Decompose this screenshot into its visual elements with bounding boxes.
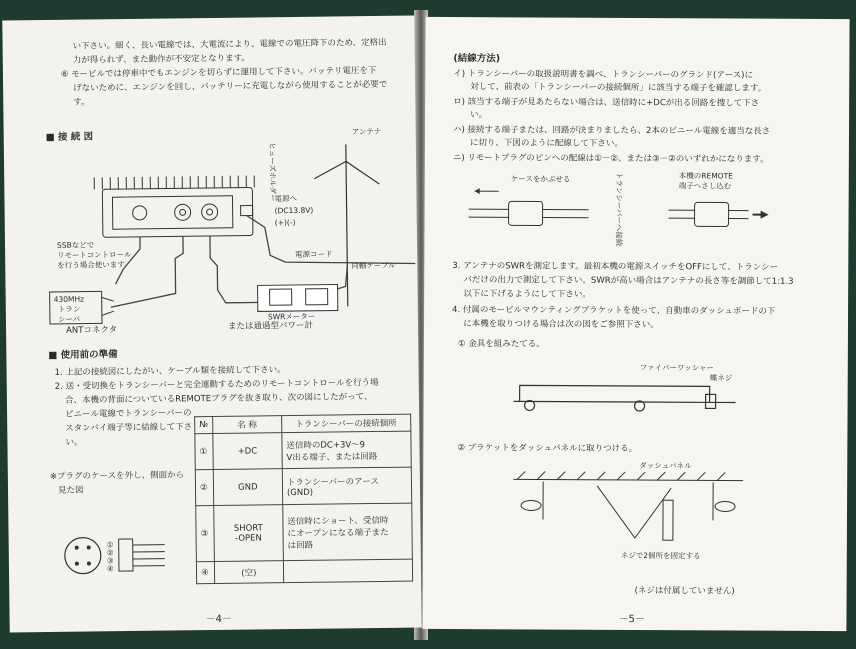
table-header: 名 称 <box>212 416 281 434</box>
wing-screw-label: 蝶ネジ <box>709 373 733 383</box>
antenna-icon <box>314 144 381 307</box>
fuse-holder-label: ヒューズホルダー <box>267 142 278 202</box>
transceiver-label: トラン <box>57 304 81 314</box>
right-page <box>422 17 849 631</box>
pin-desc: 送信時にショート、受信時 にオープンになる端子また は回路 <box>283 503 413 561</box>
amplifier-unit <box>94 175 255 237</box>
section-heading-wiring: (結線方法) <box>453 53 501 65</box>
ssb-label: リモートコントロール <box>57 249 132 260</box>
step-assemble: ① 金具を組みたてる。 <box>457 339 545 350</box>
step-line: 以下に下げるようにして下さい。 <box>452 289 591 300</box>
swr-label: または通過型パワー計 <box>227 320 314 332</box>
section-heading-prep: ■ 使用前の準備 <box>48 349 118 362</box>
transceiver-label: 430MHz <box>53 294 85 304</box>
coax-label: 同軸ケーブル <box>351 260 396 271</box>
ssb-label: を行う場合使います <box>57 260 125 270</box>
pin-label: ④ <box>106 564 114 574</box>
prep-line: ビニール電線でトランシーバーの <box>65 408 192 420</box>
pin-label: ② <box>106 548 114 558</box>
transceiver-label: シーバ <box>57 314 81 324</box>
pin-label: ① <box>106 540 114 550</box>
method-line: 対して、前表の「トランシーバーの接続個所」に該当する端子を確認します。 <box>453 82 767 94</box>
table-row <box>195 467 411 506</box>
intro-line: い下さい。細く、長い電線では、大電流により、電線での電圧降下のため、定格出 <box>72 37 387 52</box>
prep-line: 合、本機の背面についているREMOTEプラグを抜き取り、次の図にしたがって、 <box>64 392 373 406</box>
method-line: ハ) 接続する端子または、回路が決まりましたら、2本のビニール電線を適当な長さ <box>452 125 771 137</box>
plug-note: ※プラグのケースを外し、側面から <box>49 470 185 482</box>
pin-number: ① <box>195 433 213 469</box>
swr-label: SWRメーター <box>267 311 316 322</box>
ant-connector-label: ANTコネクタ <box>66 325 118 336</box>
polarity-label: (+)(-) <box>274 217 296 228</box>
dash-mount-diagram <box>513 457 744 570</box>
left-page <box>2 16 421 633</box>
pin-label: ③ <box>106 556 114 566</box>
prep-line: い。 <box>65 437 83 448</box>
pin-name: +DC <box>213 433 282 470</box>
step-mount: ② ブラケットをダッシュパネルに取りつける。 <box>457 443 638 455</box>
dash-panel-label: ダッシュパネル <box>639 461 692 471</box>
pin-number: ④ <box>196 561 214 583</box>
dc-voltage-label: (DC13.8V) <box>274 205 314 216</box>
intro-line: ⑥ モービルでは停車中でもエンジンを切らずに運用して下さい。バッテリ電圧を下 <box>60 65 377 80</box>
method-line: ロ) 該当する端子が見あたらない場合は、送信時に+DCが出る回路を捜して下さ <box>453 97 760 109</box>
plug-side-view <box>52 524 173 595</box>
prep-line: 2. 送・受切換をトランシーバーと完全連動するためのリモートコントロールを行う場 <box>54 377 379 392</box>
method-line: い。 <box>453 110 488 121</box>
plug-note: 見た図 <box>57 485 84 496</box>
swr-meter-icon <box>258 284 338 311</box>
pin-number: ② <box>195 469 213 505</box>
table-header: № <box>195 417 213 434</box>
intro-line: す。 <box>73 97 90 108</box>
step-line: バだけの出力で測定して下さい。SWRが高い場合はアンテナの長さ等を調節して1:1.3 <box>452 275 794 287</box>
page-number: －4－ <box>205 613 233 626</box>
prep-line: スタンバイ端子等に結線して下さ <box>65 422 193 434</box>
screw-note: ネジで2個所を固定する <box>620 550 701 561</box>
pin-name: (空) <box>214 561 283 584</box>
pin-assignment-table <box>194 414 413 585</box>
pin-desc <box>283 559 412 583</box>
method-line: に切り、下図のように配線して下さい。 <box>452 138 623 149</box>
step-line: 3. アンテナのSWRを測定します。最初本機の電源スイッチをOFFにして、トランシー <box>452 261 779 273</box>
prep-line: 1. 上記の接続図にしたがい、ケーブル類を接続して下さい。 <box>54 365 286 378</box>
table-row <box>195 431 411 470</box>
fiber-washer-label: ファイバーワッシャー <box>639 363 714 373</box>
transceiver-side-label: トランシーバーへ接続 <box>614 171 624 247</box>
method-line: ニ) リモートプラグのピンへの配線は①－②、または③－②のいずれかになります。 <box>452 153 769 165</box>
method-line: イ) トランシーバーの取扱説明書を調べ、トランシーバーのグランド(アース)に <box>453 69 754 81</box>
pin-name: GND <box>213 469 282 506</box>
wiring-diagram <box>468 167 788 249</box>
pin-desc: トランシーバーのアース (GND) <box>282 467 411 505</box>
power-cord-label: 電源コード <box>295 249 333 259</box>
pin-name: SHORT -OPEN <box>214 505 284 562</box>
antenna-label: アンテナ <box>351 126 382 137</box>
power-to-label: 電源へ <box>274 193 298 204</box>
connection-diagram <box>33 115 421 330</box>
table-row <box>196 503 413 562</box>
page-number: －5－ <box>618 613 645 626</box>
intro-line: げないために、エンジンを回し、バッテリーに充電しながら使用することが必要で <box>73 79 388 94</box>
intro-line: 力が得られず、また動作が不安定となります。 <box>72 53 250 66</box>
remote-label: 本機のREMOTE <box>678 171 733 181</box>
pin-desc: 送信時のDC+3V～9 V出る端子、または回路 <box>282 431 411 469</box>
pin-number: ③ <box>196 505 215 561</box>
step-line: 4. 付属のモービルマウンティングブラケットを使って、自動車のダッシュボードの下 <box>452 305 776 317</box>
case-label: ケースをかぶせる <box>510 174 571 184</box>
screw-note: (ネジは付属していません) <box>634 585 735 597</box>
section-heading-connection: ■ 接 続 図 <box>45 131 94 144</box>
step-line: に本機を取りつける場合は次の図をご参照下さい。 <box>451 319 659 331</box>
table-header: トランシーバーの接続個所 <box>281 414 410 433</box>
bracket-assembly-diagram <box>499 349 759 420</box>
ssb-label: SSBなどで <box>56 240 95 250</box>
table-row <box>196 559 412 584</box>
remote-label: 端子へさし込む <box>678 181 732 191</box>
